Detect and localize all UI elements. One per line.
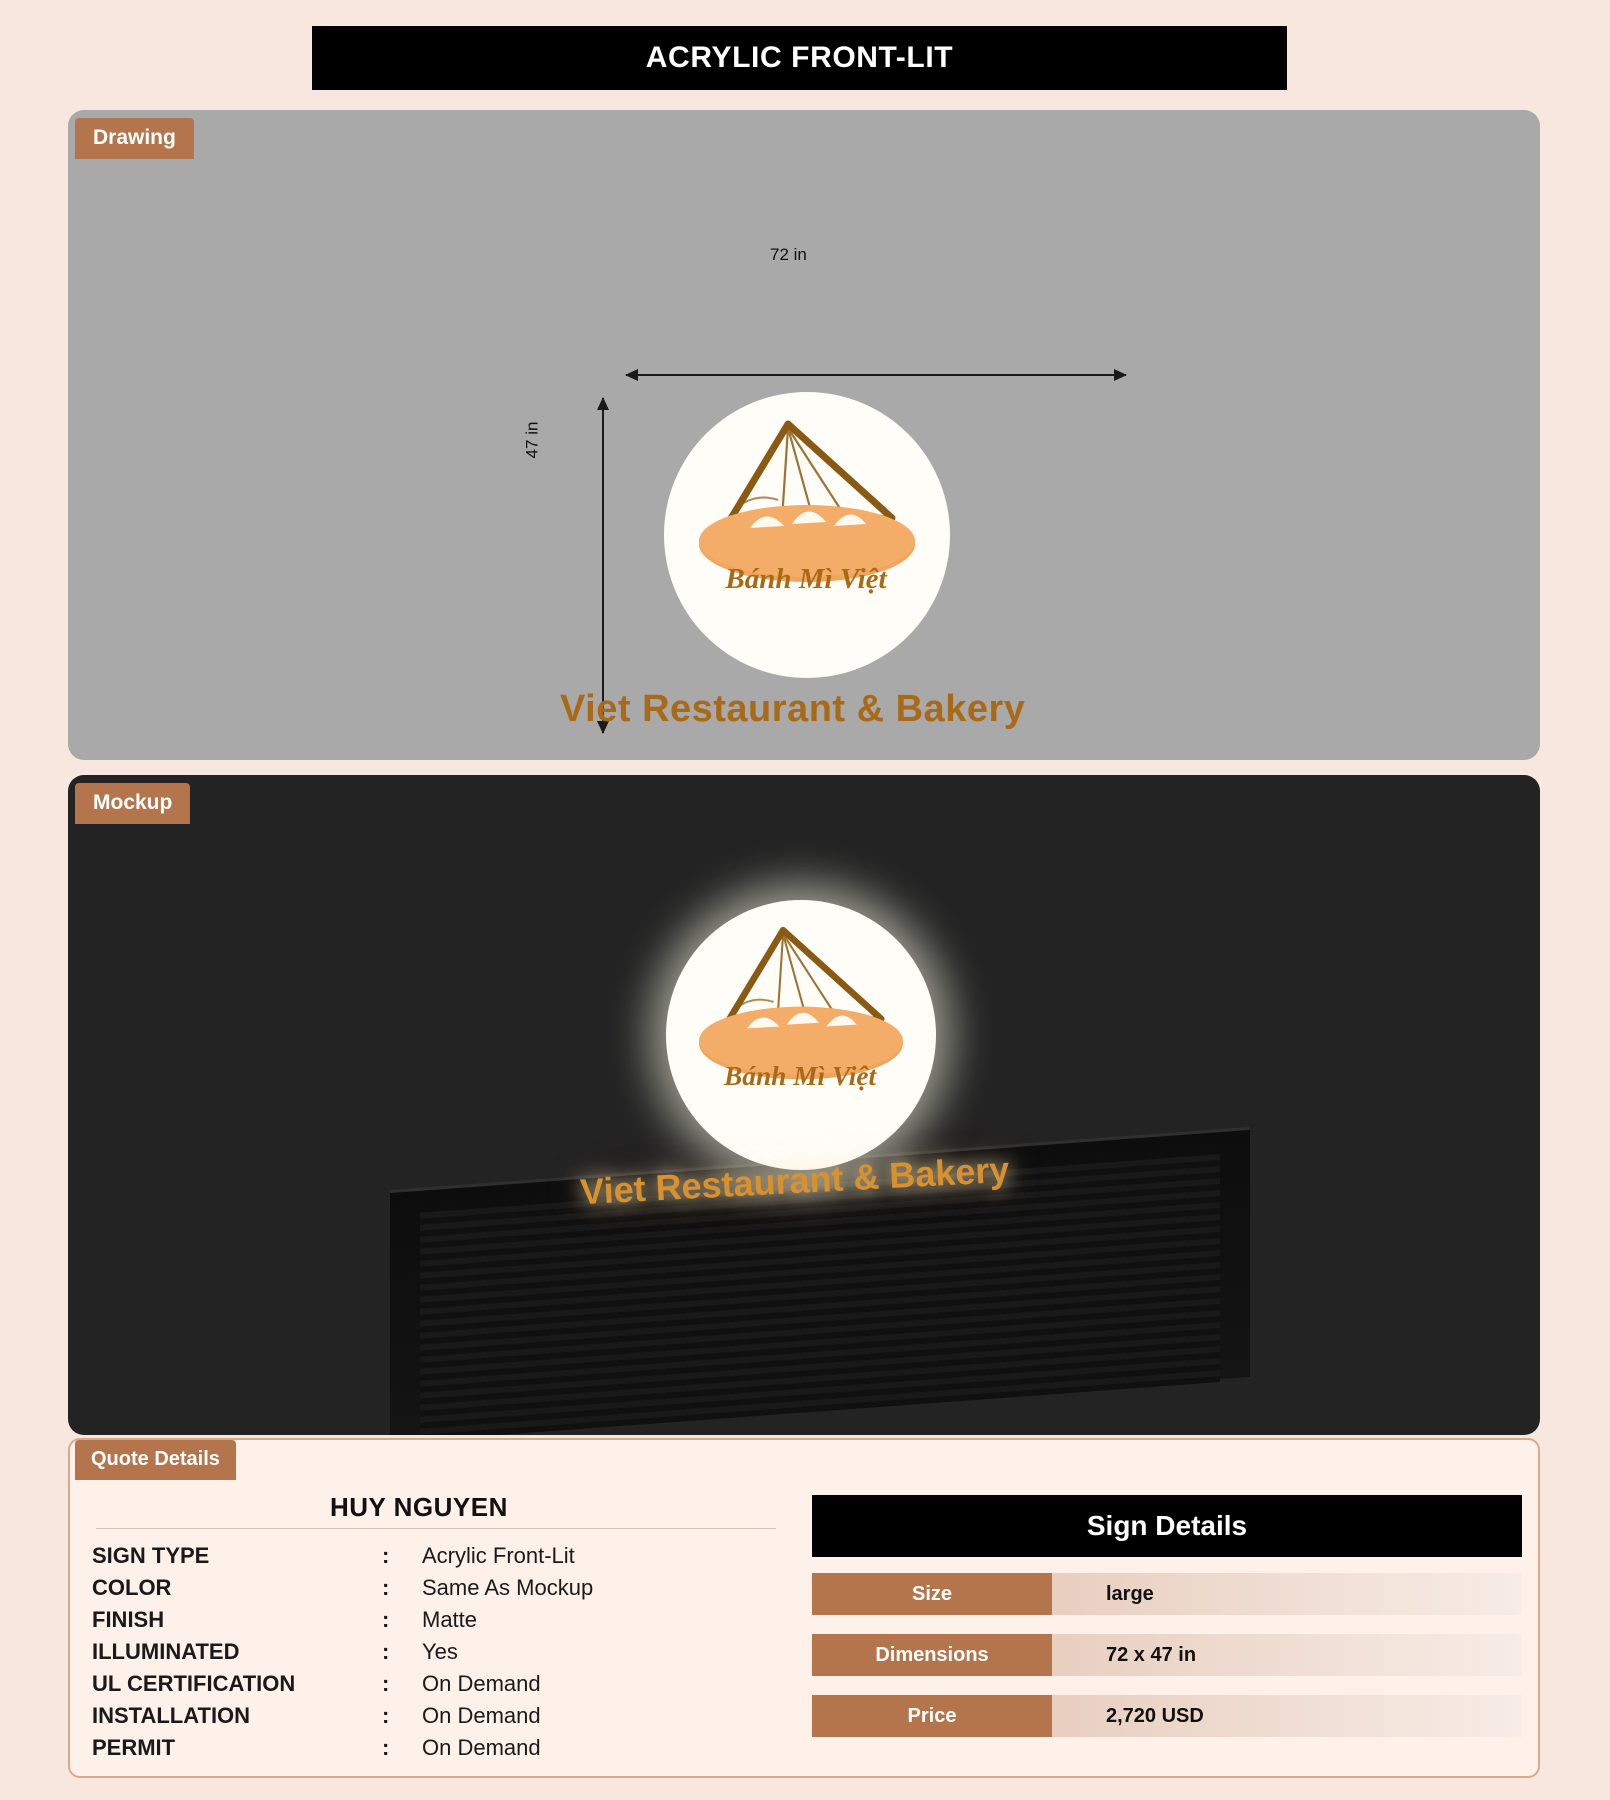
sign-details-row-size [812, 1573, 1522, 1615]
section-label-mockup: Mockup [75, 783, 190, 824]
spec-value: Yes [422, 1639, 458, 1664]
customer-name: HUY NGUYEN [330, 1492, 508, 1522]
spec-label: INSTALLATION [92, 1703, 251, 1728]
sign-details-key: Dimensions [812, 1634, 1052, 1676]
spec-separator: : [382, 1703, 390, 1728]
width-dimension-line [626, 374, 1126, 376]
spec-value: On Demand [422, 1671, 541, 1696]
section-label-quote-details: Quote Details [75, 1440, 236, 1480]
spec-value: On Demand [422, 1735, 541, 1760]
sign-details-row-dimensions [812, 1634, 1522, 1676]
table-row [92, 1700, 792, 1732]
table-row [92, 1668, 792, 1700]
spec-separator: : [382, 1639, 390, 1664]
table-row [92, 1540, 792, 1572]
spec-label: PERMIT [92, 1735, 176, 1760]
spec-separator: : [382, 1575, 390, 1600]
drawing-logo [664, 392, 950, 678]
spec-separator: : [382, 1735, 390, 1760]
spec-label: COLOR [92, 1575, 172, 1600]
banh-mi-logo-icon [664, 392, 950, 678]
mockup-logo [666, 900, 936, 1170]
spec-value: Matte [422, 1607, 478, 1632]
spec-separator: : [382, 1671, 390, 1696]
section-label-drawing: Drawing [75, 118, 194, 159]
spec-value: Acrylic Front-Lit [422, 1543, 575, 1568]
svg-text:Bánh Mì Việt: Bánh Mì Việt [724, 1061, 877, 1092]
height-dimension-label: 47 in [522, 416, 542, 465]
spec-separator: : [382, 1607, 390, 1632]
sign-details-value: 72 x 47 in [1052, 1634, 1522, 1676]
sign-details-value: large [1052, 1573, 1522, 1615]
spec-label: FINISH [92, 1607, 165, 1632]
spec-value: On Demand [422, 1703, 541, 1728]
drawing-panel [68, 110, 1540, 760]
sign-details-value: 2,720 USD [1052, 1695, 1522, 1737]
width-dimension-label: 72 in [760, 245, 817, 265]
spec-label: SIGN TYPE [92, 1543, 210, 1568]
mockup-panel [68, 775, 1540, 1435]
table-row [92, 1636, 792, 1668]
sign-details-title: Sign Details [812, 1495, 1522, 1557]
table-row [92, 1732, 792, 1764]
sign-details-key: Price [812, 1695, 1052, 1737]
spec-label: ILLUMINATED [92, 1639, 240, 1664]
spec-label: UL CERTIFICATION [92, 1671, 296, 1696]
divider [96, 1528, 776, 1529]
mockup-tagline: Viet Restaurant & Bakery [579, 1148, 1011, 1213]
page-title: ACRYLIC FRONT-LIT [312, 26, 1287, 90]
drawing-tagline: Viet Restaurant & Bakery [560, 688, 1026, 730]
table-row [92, 1572, 792, 1604]
spec-value: Same As Mockup [422, 1575, 594, 1600]
svg-text:Bánh Mì Việt: Bánh Mì Việt [725, 563, 887, 595]
banh-mi-logo-icon [666, 900, 936, 1170]
height-dimension-line [602, 398, 604, 733]
spec-separator: : [382, 1543, 390, 1568]
spec-table [92, 1540, 792, 1764]
sign-details-key: Size [812, 1573, 1052, 1615]
table-row [92, 1604, 792, 1636]
sign-details-row-price [812, 1695, 1522, 1737]
